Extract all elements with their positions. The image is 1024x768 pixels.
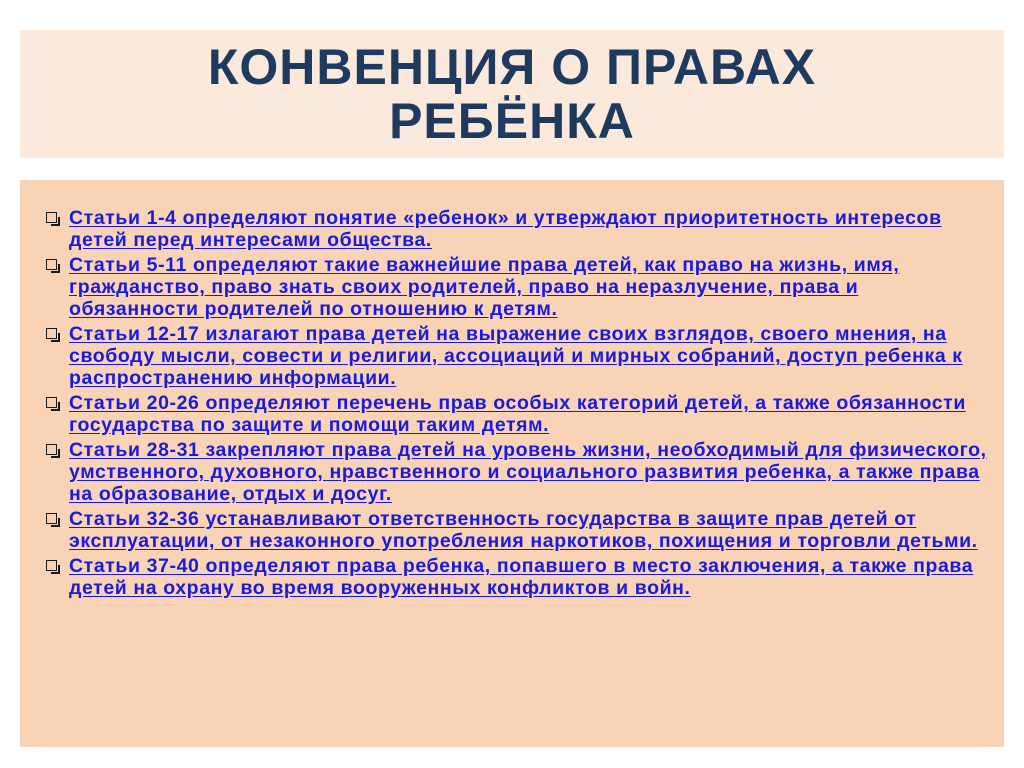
article-description: определяют такие важнейшие права детей, как право на жизнь, имя, гражданство, право знать своих родителей, право на неразлучение, права и обязанности родителей по отношению к детям. <box>69 254 900 320</box>
article-link[interactable] <box>69 508 992 552</box>
article-description: излагают права детей на выражение своих взглядов, своего мнения, на свободу мысли, совести и религии, ассоциаций и мирных собраний, доступ ребенка к распространению информации. <box>69 323 963 389</box>
articles-list <box>20 180 1004 599</box>
article-description: определяют понятие «ребенок» и утверждают приоритетность интересов детей перед интересами общества. <box>69 207 942 251</box>
article-link[interactable] <box>69 439 992 505</box>
article-description: устанавливают ответственность государства в защите прав детей от эксплуатации, от незаконного употребления наркотиков, похищения и торговли детьми. <box>69 508 978 552</box>
article-description: определяют права ребенка, попавшего в место заключения, а также права детей на охрану во время вооруженных конфликтов и войн. <box>69 555 974 599</box>
checkbox-square-icon <box>46 560 57 571</box>
article-range: Статьи 20-26 <box>69 392 200 414</box>
list-item <box>46 207 992 251</box>
article-link[interactable] <box>69 254 992 320</box>
article-range: Статьи 32-36 <box>69 508 200 530</box>
article-link[interactable] <box>69 555 992 599</box>
list-item <box>46 254 992 320</box>
article-description: определяют перечень прав особых категорий детей, а также обязанности государства по защите и помощи таким детям. <box>69 392 966 436</box>
checkbox-square-icon <box>46 328 57 339</box>
checkbox-square-icon <box>46 513 57 524</box>
checkbox-square-icon <box>46 444 57 455</box>
checkbox-square-icon <box>46 397 57 408</box>
article-link[interactable] <box>69 207 992 251</box>
article-description: закрепляют права детей на уровень жизни, необходимый для физического, умственного, духовного, нравственного и социального развития ребенка, а также права на образование, отдых и досуг. <box>69 439 987 505</box>
article-range: Статьи 12-17 <box>69 323 200 345</box>
article-range: Статьи 1-4 <box>69 207 177 229</box>
slide-title: КОНВЕНЦИЯ О ПРАВАХ РЕБЁНКА <box>207 39 817 149</box>
list-item <box>46 323 992 389</box>
article-range: Статьи 5-11 <box>69 254 187 276</box>
list-item <box>46 555 992 599</box>
article-range: Статьи 28-31 <box>69 439 200 461</box>
list-item <box>46 508 992 552</box>
article-link[interactable] <box>69 392 992 436</box>
article-link[interactable] <box>69 323 992 389</box>
list-item <box>46 392 992 436</box>
title-banner <box>20 30 1004 158</box>
checkbox-square-icon <box>46 212 57 223</box>
list-item <box>46 439 992 505</box>
checkbox-square-icon <box>46 259 57 270</box>
article-range: Статьи 37-40 <box>69 555 200 577</box>
content-panel <box>20 180 1004 747</box>
